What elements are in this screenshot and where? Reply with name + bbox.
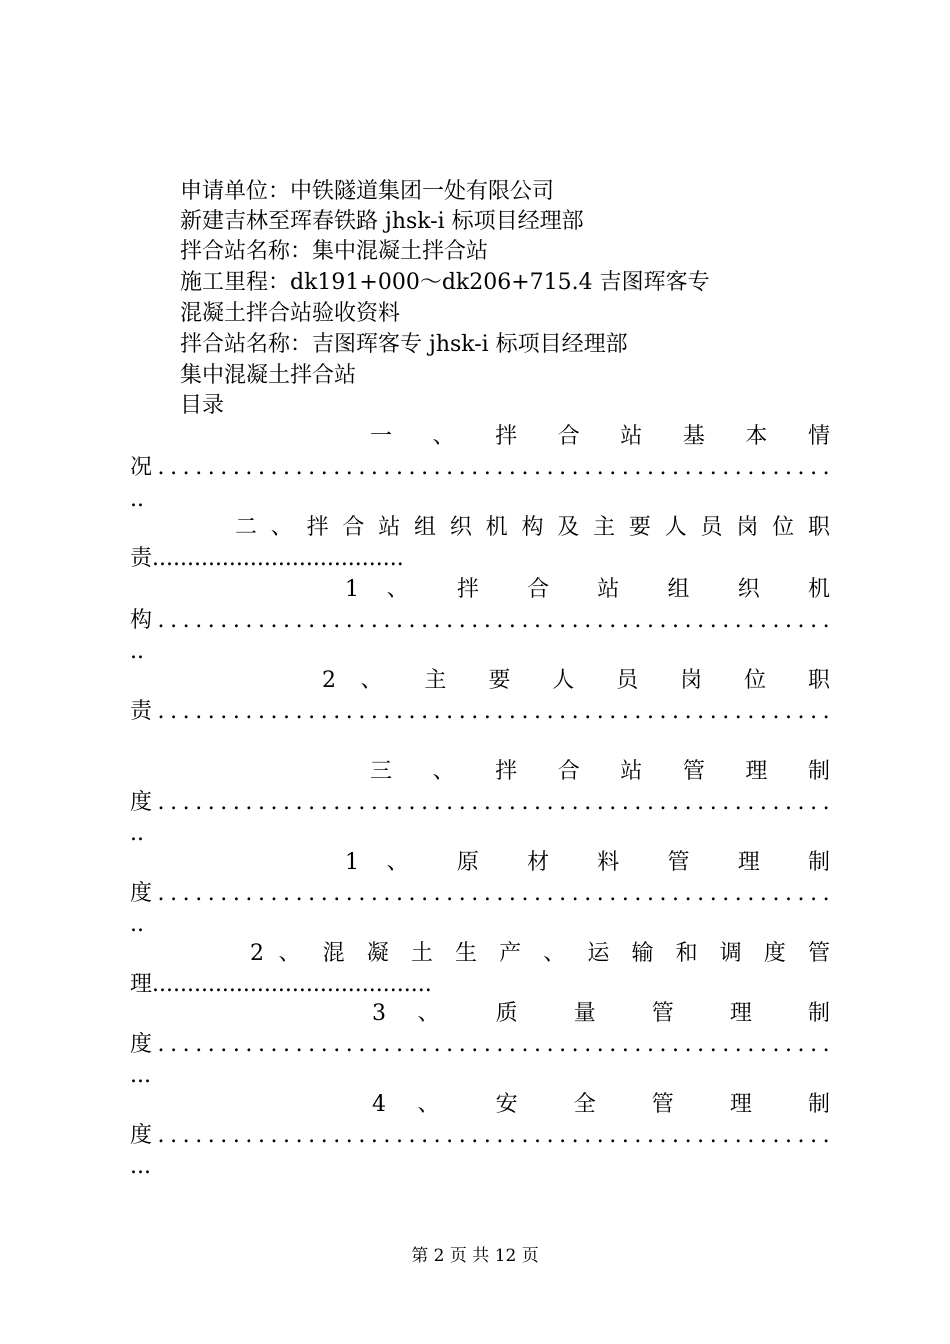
toc-entry-leader: 度...................................................... — [130, 1123, 836, 1148]
toc-entry-title: 2 、 主 要 人 员 岗 位 职 — [322, 668, 830, 693]
toc-entry-title: 三 、 拌 合 站 管 理 制 — [370, 759, 830, 784]
header-line-project: 新建吉林至珲春铁路 jhsk-ⅰ 标项目经理部 — [180, 209, 584, 234]
toc-entry-leader: 度...................................................... — [130, 881, 836, 906]
header-line-station-name-2: 拌合站名称：吉图珲客专 jhsk-ⅰ 标项目经理部 — [180, 332, 628, 357]
header-line-mileage: 施工里程：dk191+000～dk206+715.4 吉图珲客专 — [180, 270, 710, 295]
toc-entry-leader-tail: .. — [130, 912, 144, 937]
header-line-acceptance: 混凝土拌合站验收资料 — [180, 301, 401, 326]
toc-entry-title: 1 、 原 材 料 管 理 制 — [345, 850, 830, 875]
toc-entry-title: 2 、 混 凝 土 生 产 、 运 输 和 调 度 管 — [250, 941, 830, 966]
header-line-applicant: 申请单位：中铁隧道集团一处有限公司 — [180, 179, 555, 204]
header-line-station: 集中混凝土拌合站 — [180, 363, 357, 388]
toc-heading: 目录 — [180, 393, 225, 418]
page-footer: 第 2 页 共 12 页 — [411, 1246, 539, 1266]
toc-entry-title: 3 、 质 量 管 理 制 — [372, 1001, 830, 1026]
toc-entry-leader-tail: .. — [130, 821, 144, 846]
toc-entry-leader: 度...................................................... — [130, 1032, 836, 1057]
toc-entry-leader-tail: .. — [130, 639, 144, 664]
toc-entry-title: 一 、 拌 合 站 基 本 情 — [370, 424, 830, 449]
toc-entry-leader: 理........................................ — [130, 972, 432, 997]
toc-entry-leader: 况...................................................... — [130, 455, 836, 480]
toc-entry-leader: 构...................................................... — [130, 608, 836, 633]
toc-entry-leader-tail: ... — [130, 1063, 151, 1088]
toc-entry-leader: 责.................................... — [130, 546, 404, 571]
toc-entry-title: 1 、 拌 合 站 组 织 机 — [345, 577, 830, 602]
toc-entry-leader: 责...................................................... — [130, 699, 836, 724]
toc-entry-leader-tail: ... — [130, 1154, 151, 1179]
toc-entry-leader: 度...................................................... — [130, 790, 836, 815]
toc-entry-title: 4 、 安 全 管 理 制 — [372, 1092, 830, 1117]
toc-entry-leader-tail: .. — [130, 487, 144, 512]
header-line-station-name: 拌合站名称：集中混凝土拌合站 — [180, 239, 489, 264]
toc-entry-title: 二 、 拌 合 站 组 织 机 构 及 主 要 人 员 岗 位 职 — [235, 515, 830, 540]
